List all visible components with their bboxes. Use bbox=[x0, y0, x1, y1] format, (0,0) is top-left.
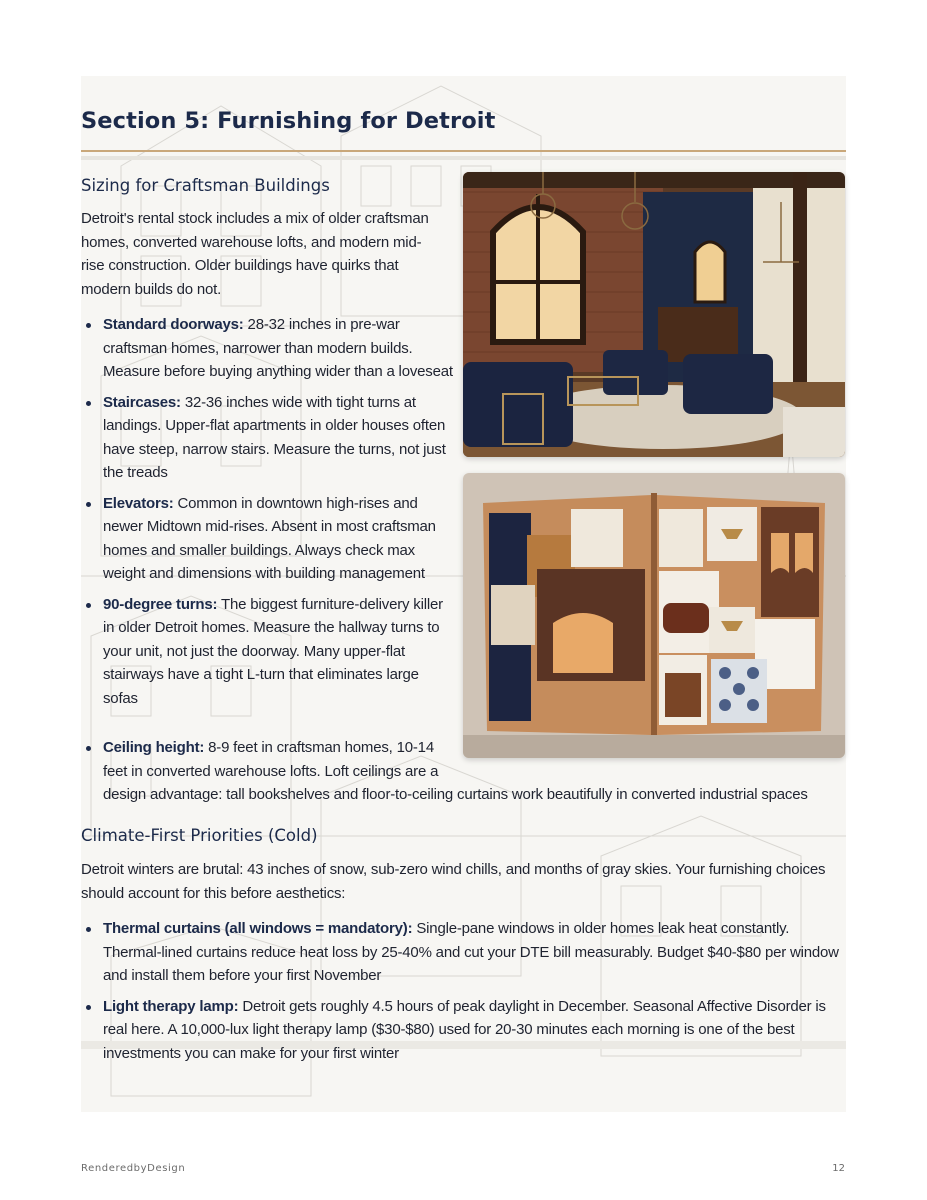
bullet-text: 8-9 feet in craftsman homes, 10-14 feet in converted warehouse lofts. Loft ceilings are a design advantage: tall bookshelves and floor-to-ceiling curtains work beautifully in converted industrial spaces bbox=[103, 739, 808, 803]
bullet-dot bbox=[86, 746, 91, 751]
list-item: Thermal curtains (all windows = mandatory): Single-pane windows in older homes leak heat constantly. Thermal-lined curtains reduce heat loss by 25-40% and cut your DTE bill measurably. Budget $40-$80 per window and install them before your first November bbox=[81, 917, 841, 988]
list-item: Light therapy lamp: Detroit gets roughly 4.5 hours of peak daylight in December. Seasonal Affective Disorder is real here. A 10,000-lux light therapy lamp ($30-$80) used for 20-30 minutes each morning is one of the best investments you can make for your first winter bbox=[81, 995, 841, 1066]
section-intro-sizing: Detroit's rental stock includes a mix of older craftsman homes, converted warehouse lofts, and modern mid-rise construction. Older buildings have quirks that modern builds do not. bbox=[81, 210, 429, 298]
list-item: Elevators: Common in downtown high-rises and newer Midtown mid-rises. Absent in most craftsman homes and smaller buildings. Always check max weight and dimensions with building management bbox=[81, 492, 456, 586]
title-rule-shadow bbox=[81, 156, 846, 160]
bullet-term: Ceiling height: bbox=[103, 739, 205, 756]
section-heading-climate: Climate-First Priorities (Cold) bbox=[81, 826, 318, 845]
list-item: Standard doorways: 28-32 inches in pre-war craftsman homes, narrower than modern builds. Measure before buying anything wider than a loveseat bbox=[81, 313, 456, 384]
page-number: 12 bbox=[832, 1163, 845, 1174]
title-rule bbox=[81, 150, 846, 152]
loft-living-room-photo bbox=[463, 172, 845, 457]
mood-board-book-photo bbox=[463, 473, 845, 758]
footer-brand: RenderedbyDesign bbox=[81, 1163, 186, 1174]
climate-bullet-list bbox=[81, 917, 841, 1065]
page-title: Section 5: Furnishing for Detroit bbox=[81, 108, 496, 134]
sizing-bullet-list bbox=[81, 313, 456, 710]
section-intro-climate: Detroit winters are brutal: 43 inches of snow, sub-zero wind chills, and months of gray skies. Your furnishing choices should account for this before aesthetics: bbox=[81, 861, 826, 902]
list-item: Staircases: 32-36 inches wide with tight turns at landings. Upper-flat apartments in older houses often have steep, narrow stairs. Measure the turns, not just the treads bbox=[81, 391, 456, 485]
section-heading-sizing: Sizing for Craftsman Buildings bbox=[81, 176, 330, 195]
list-item: 90-degree turns: The biggest furniture-delivery killer in older Detroit homes. Measure the hallway turns to your unit, not just the doorway. Many upper-flat stairways have a tight L-turn that eliminates large sofas bbox=[81, 593, 456, 711]
